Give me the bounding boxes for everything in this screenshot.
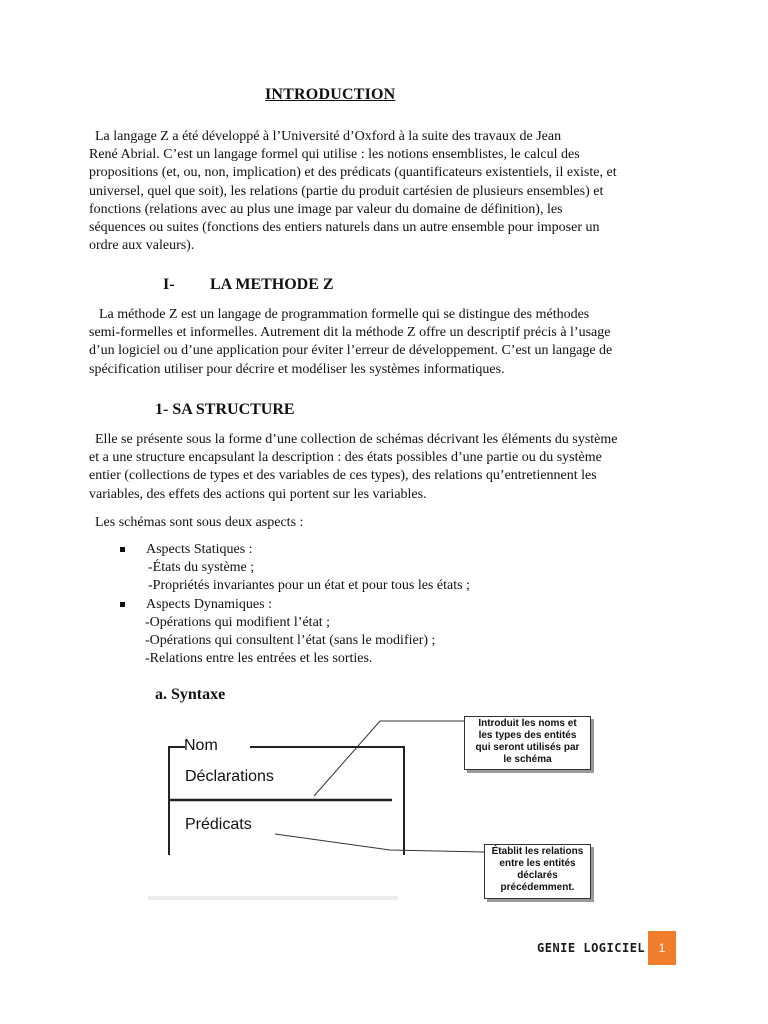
- intro-paragraph: [89, 128, 685, 255]
- section2-line: variables, des effets des actions qui portent sur les variables.: [89, 486, 427, 502]
- callout-bottom: [484, 844, 591, 899]
- callout-line: entre les entités: [499, 858, 576, 869]
- callout-line: Introduit les noms et: [478, 718, 577, 729]
- section2-title: 1- SA STRUCTURE: [155, 401, 295, 418]
- callout-line: qui seront utilisés par: [475, 742, 580, 753]
- intro-line: universel, quel que soit), les relations (partie du produit cartésien de plusieurs ensembles) et: [89, 183, 604, 199]
- section2-line: entier (collections de types et des variables de ces types), des relations qu’entretiennent les: [89, 468, 597, 484]
- section1-line: La méthode Z est un langage de programmation formelle qui se distingue des méthodes: [99, 307, 590, 322]
- schema-name: Nom: [184, 737, 218, 754]
- aspect-label: Aspects Dynamiques :: [146, 596, 272, 612]
- callout-top-leader: [314, 721, 464, 796]
- aspect-item: -États du système ;: [148, 560, 255, 576]
- section1-paragraph: [89, 306, 685, 379]
- intro-line: fonctions (relations avec au plus une image par valeur du domaine de définition), les: [89, 201, 563, 217]
- intro-line: séquences ou suites (fonctions des entiers naturels dans un autre ensemble pour imposer un: [89, 220, 600, 236]
- footer-label: GENIE LOGICIEL: [537, 941, 646, 955]
- callout-bottom-leader: [275, 834, 484, 852]
- section1-number: I-: [163, 276, 175, 293]
- section2-line: et a une structure encapsulant la description : des états possibles d’une partie ou du système: [89, 450, 602, 466]
- page-title: INTRODUCTION: [265, 86, 396, 103]
- bullet-icon: [120, 547, 125, 552]
- callout-line: Établit les relations: [491, 846, 584, 857]
- callout-line: les types des entités: [478, 730, 577, 741]
- aspect-static: [120, 541, 470, 559]
- aspect-item: -Opérations qui modifient l’état ;: [145, 614, 331, 630]
- section1-line: d’un logiciel ou d’une application pour éviter l’erreur de développement. C’est un langage de: [89, 343, 613, 359]
- section1-title: LA METHODE Z: [210, 276, 334, 293]
- schema-predicats: Prédicats: [185, 816, 252, 833]
- callout-line: précédemment.: [500, 882, 575, 893]
- aspect-dynamic: [120, 596, 470, 614]
- intro-line: René Abrial. C’est un langage formel qui utilise : les notions ensemblistes, le calcul des: [89, 147, 580, 163]
- intro-line: propositions (et, ou, non, implication) et des prédicats (quantificateurs existentiels, il existe, et: [89, 165, 617, 181]
- aspect-item: -Relations entre les entrées et les sorties.: [145, 651, 373, 667]
- section1-line: spécification utiliser pour décrire et modéliser les systèmes informatiques.: [89, 361, 505, 377]
- section2-line: Elle se présente sous la forme d’une collection de schémas décrivant les éléments du système: [95, 432, 618, 447]
- aspects-intro: Les schémas sont sous deux aspects :: [95, 515, 304, 530]
- aspects-list: [120, 541, 470, 668]
- page-number: 1: [648, 931, 676, 965]
- aspect-item: -Opérations qui consultent l’état (sans le modifier) ;: [145, 633, 436, 649]
- bullet-icon: [120, 602, 125, 607]
- callout-line: déclarés: [517, 870, 558, 881]
- aspect-item: -Propriétés invariantes pour un état et pour tous les états ;: [148, 578, 470, 594]
- callout-top: [464, 716, 591, 770]
- section1-line: semi-formelles et informelles. Autrement dit la méthode Z offre un descriptif précis à l’usage: [89, 325, 611, 341]
- callout-line: le schéma: [503, 754, 552, 765]
- schema-declarations: Déclarations: [185, 768, 274, 785]
- schema-shadow: [148, 896, 398, 900]
- subsection-syntaxe: a. Syntaxe: [155, 686, 226, 703]
- aspect-label: Aspects Statiques :: [146, 542, 253, 557]
- intro-line: ordre aux valeurs).: [89, 238, 195, 254]
- section2-paragraph: [89, 431, 685, 504]
- intro-line: La langage Z a été développé à l’Université d’Oxford à la suite des travaux de Jean: [95, 129, 562, 144]
